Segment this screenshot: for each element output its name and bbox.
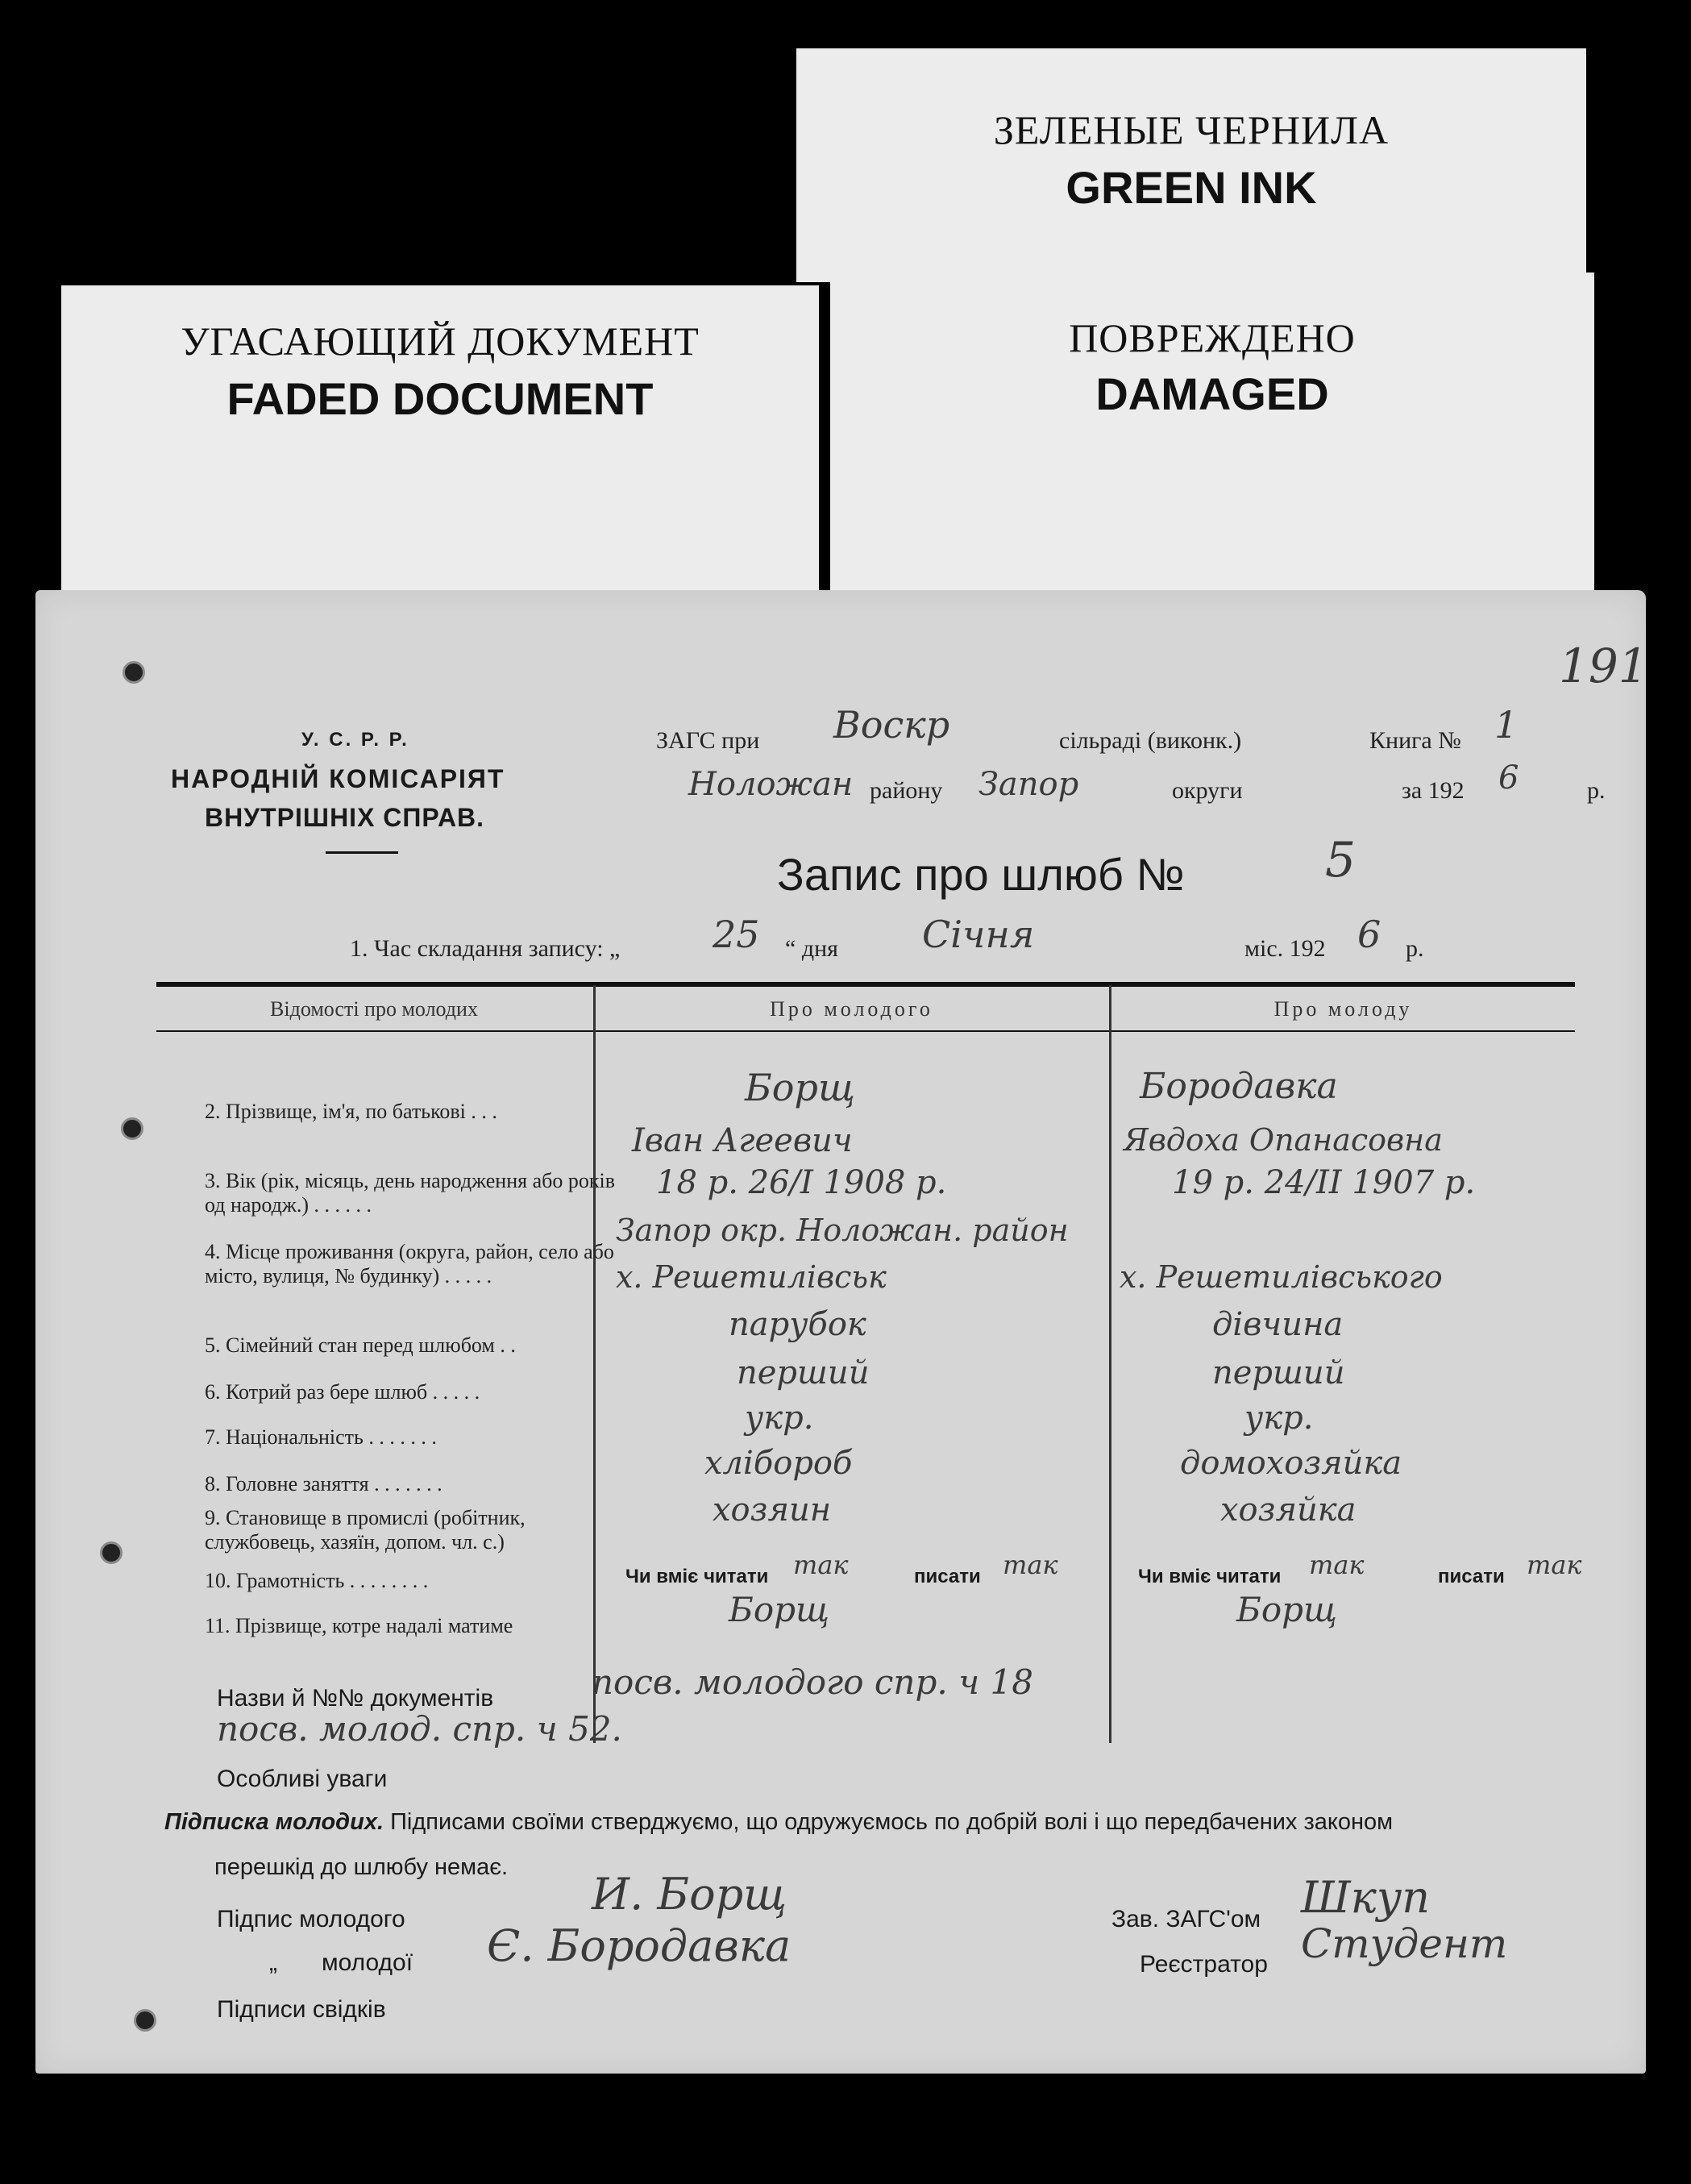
punch-hole: [100, 1541, 123, 1564]
remarks-label: Особливі уваги: [217, 1766, 388, 1792]
bride-read-label: Чи вміє читати: [1138, 1566, 1282, 1587]
pledge-lead: Підписка молодих.: [164, 1809, 384, 1835]
district-value: Ноложан: [688, 766, 854, 803]
row-label-status: 9. Становище в промислі (робітник, службовець, хазяїн, допом. чл. с.): [205, 1506, 526, 1554]
row-label-occupation: 8. Головне заняття . . . . . . .: [205, 1472, 442, 1496]
green-ink-label-en: GREEN INK: [1066, 162, 1317, 213]
zags-value: Воскр: [833, 703, 950, 747]
org-line-1: У. С. Р. Р.: [301, 729, 409, 751]
groom-status: хозяин: [713, 1491, 832, 1529]
row-label-age: 3. Вік (рік, місяць, день народження або років од народж.) . . . . . .: [205, 1169, 615, 1217]
column-divider: [1109, 985, 1111, 1743]
documents-line-2: посв. молод. спр. ч 52.: [217, 1709, 622, 1749]
groom-nationality: укр.: [745, 1400, 814, 1437]
page-number: 191: [1559, 639, 1648, 693]
punch-hole: [121, 1117, 143, 1140]
groom-write-label: писати: [914, 1566, 981, 1587]
table-header-groom: Про молодого: [770, 997, 933, 1021]
zags-head-label: Зав. ЗАГС'ом: [1111, 1906, 1261, 1932]
bride-marital-status: дівчина: [1212, 1306, 1344, 1343]
okrug-label: округи: [1172, 777, 1243, 804]
bride-signature-label: молодої: [322, 1949, 413, 1976]
punch-hole: [123, 661, 145, 684]
groom-age: 18 р. 26/I 1908 р.: [656, 1164, 947, 1201]
faded-label-en: FADED DOCUMENT: [226, 373, 654, 424]
date-month: Січня: [922, 913, 1035, 956]
row-label-literacy: 10. Грамотність . . . . . . . .: [205, 1569, 429, 1592]
record-title: Запис про шлюб №: [777, 849, 1185, 900]
date-label: 1. Час складання запису: „: [350, 935, 621, 962]
bride-status: хозяйка: [1220, 1491, 1357, 1529]
bride-write-label: писати: [1438, 1566, 1505, 1587]
bride-future-surname: Борщ: [1236, 1590, 1338, 1629]
record-number: 5: [1325, 832, 1357, 888]
faded-document-label-card: [61, 285, 819, 596]
district-label: району: [870, 777, 943, 804]
documents-label: Назви й №№ документів: [217, 1685, 494, 1712]
groom-read-label: Чи вміє читати: [625, 1566, 769, 1587]
damaged-label-card: [830, 272, 1594, 595]
book-value: 1: [1494, 703, 1519, 747]
row-label-residence: 4. Місце проживання (округа, район, село або місто, вулиця, № будинку) . . . . .: [205, 1240, 614, 1288]
row-label-future-surname: 11. Прізвище, котре надалі матиме: [205, 1614, 513, 1637]
row-label-nationality: 7. Національність . . . . . . .: [205, 1425, 437, 1449]
zags-head-signature: Шкуп: [1301, 1872, 1430, 1923]
registrar-signature: Студент: [1301, 1920, 1508, 1967]
groom-marriage-count: перший: [737, 1354, 870, 1392]
zags-prefix: ЗАГС при: [656, 727, 760, 754]
zags-suffix: сільраді (виконк.): [1059, 727, 1242, 754]
bride-occupation: домохозяйка: [1180, 1445, 1402, 1482]
table-header-info: Відомості про молодих: [270, 997, 478, 1021]
bride-signature-prefix: „: [269, 1949, 277, 1976]
year-label: за 192: [1402, 777, 1465, 804]
groom-residence-2: х. Решетилівськ: [616, 1259, 887, 1295]
date-month-suffix: міс. 192: [1244, 935, 1326, 962]
bride-write-value: так: [1527, 1550, 1582, 1580]
table-header-rule: [156, 1030, 1575, 1032]
bride-read-value: так: [1309, 1550, 1365, 1580]
bride-nationality: укр.: [1244, 1400, 1314, 1437]
groom-signature: И. Борщ: [592, 1869, 787, 1920]
underline: [326, 851, 398, 854]
groom-write-value: так: [1003, 1550, 1058, 1580]
year-suffix: р.: [1587, 777, 1606, 804]
pledge-text-2: перешкід до шлюбу немає.: [214, 1854, 509, 1880]
table-header-bride: Про молоду: [1273, 997, 1413, 1021]
bride-marriage-count: перший: [1212, 1354, 1345, 1392]
year-value: 6: [1498, 759, 1519, 797]
faded-label-ru: УГАСАЮЩИЙ ДОКУМЕНТ: [181, 318, 700, 364]
bride-surname: Бородавка: [1140, 1066, 1338, 1107]
row-label-name: 2. Прізвище, ім'я, по батькові . . .: [205, 1100, 497, 1123]
registrar-label: Реєстратор: [1140, 1951, 1268, 1978]
date-year-suffix: р.: [1406, 935, 1424, 962]
groom-read-value: так: [793, 1550, 849, 1580]
bride-residence: х. Решетилівського: [1120, 1259, 1443, 1295]
damaged-label-ru: ПОВРЕЖДЕНО: [1069, 315, 1356, 360]
green-ink-label-ru: ЗЕЛЕНЫЕ ЧЕРНИЛА: [993, 107, 1390, 152]
marriage-record-sheet: [35, 590, 1646, 2074]
green-ink-label-card: [796, 48, 1586, 282]
punch-hole: [134, 2009, 156, 2032]
org-line-3: ВНУТРІШНІХ СПРАВ.: [205, 803, 485, 832]
documents-line-1: посв. молодого спр. ч 18: [592, 1662, 1033, 1702]
groom-given-names: Іван Агеевич: [632, 1122, 853, 1159]
date-day-suffix: “ дня: [785, 935, 838, 962]
row-label-marriage-count: 6. Котрий раз бере шлюб . . . . .: [205, 1380, 480, 1404]
bride-age: 19 р. 24/II 1907 р.: [1172, 1164, 1476, 1201]
bride-signature: Є. Бородавка: [487, 1920, 791, 1971]
org-line-2: НАРОДНІЙ КОМІСАРІЯТ: [171, 764, 505, 793]
pledge-text: [164, 1809, 1393, 1836]
date-year: 6: [1357, 913, 1381, 956]
table-top-rule: [156, 982, 1575, 987]
okrug-value: Запор: [978, 766, 1079, 803]
groom-surname: Борщ: [745, 1066, 855, 1109]
damaged-label-en: DAMAGED: [1095, 368, 1329, 419]
groom-occupation: хлібороб: [704, 1445, 853, 1482]
groom-marital-status: парубок: [729, 1306, 866, 1343]
book-label: Книга №: [1369, 727, 1461, 754]
row-label-marital: 5. Сімейний стан перед шлюбом . .: [205, 1333, 516, 1357]
groom-residence-1: Запор окр. Ноложан. район: [616, 1213, 1069, 1248]
groom-future-surname: Борщ: [729, 1590, 830, 1629]
witnesses-label: Підписи свідків: [217, 1996, 386, 2023]
pledge-body: Підписами своїми стверджуємо, що одружуємось по добрій волі і що передбачених законом: [390, 1809, 1394, 1835]
date-day: 25: [713, 913, 760, 956]
bride-given-names: Явдоха Опанасовна: [1124, 1122, 1443, 1158]
groom-signature-label: Підпис молодого: [217, 1906, 405, 1932]
